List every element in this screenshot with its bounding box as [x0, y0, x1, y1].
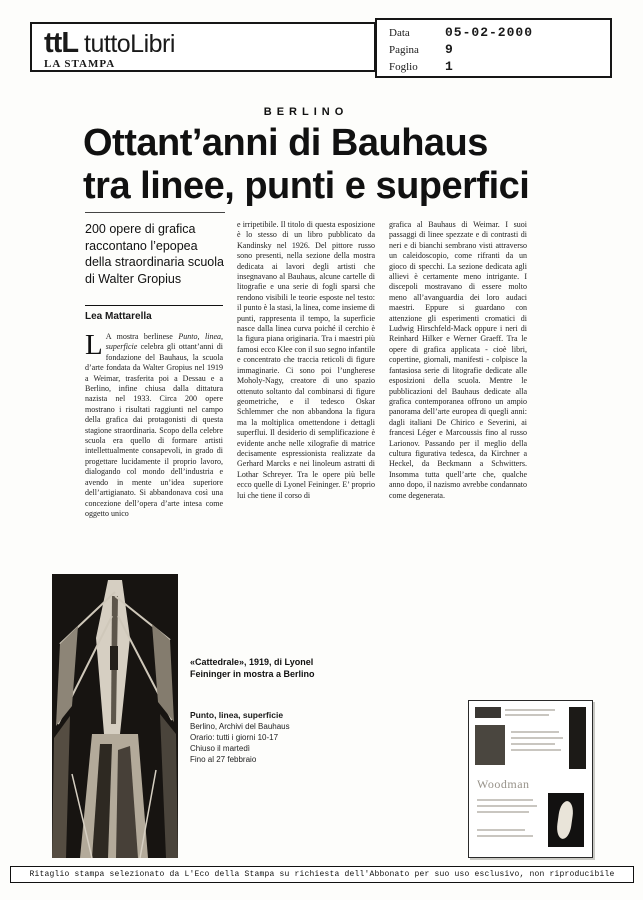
meta-row-data	[389, 25, 598, 42]
mini-text-line	[477, 805, 537, 807]
article-column-1	[85, 212, 223, 570]
byline-name: Lea Mattarella	[85, 311, 152, 322]
meta-value-data: 05-02-2000	[445, 25, 534, 40]
mini-text-line	[511, 749, 561, 751]
meta-row-foglio	[389, 59, 598, 76]
headline-line-1: Ottant’anni di Bauhaus	[83, 122, 488, 164]
drop-cap: L	[85, 332, 103, 361]
related-page-thumbnail	[468, 700, 593, 858]
mini-text-line	[505, 709, 555, 711]
mini-text-line	[477, 811, 529, 813]
tuttolibri-logo-text: tuttoLibri	[84, 30, 175, 58]
lastampa-logo: LA STAMPA	[44, 58, 116, 70]
infobox-line-closed: Chiuso il martedì	[190, 744, 251, 753]
article-body-col2: e irripetibile. Il titolo di questa esposizione è lo stesso di un libro pubblicato da Kandinsky nel 1926. Del pittore russo sono presenti, nella sezione della mostra dedicata ai lavori degli artisti che insegnavano al Bauhaus, alcune cartelle di litografie e una serie di fogli sparsi che rendono visibili le teorie esposte nel testo: il punto è la stasi, la linea, come insieme di punti, rappresenta il tempo, la superficie nasce dalla linea curva poiché il cerchio è la figura piana originaria. Tra i maestri più famosi ecco Klee con il suo segno infantile e concentrato che traccia reticoli di figure immaginarie. Ci sono poi l’ungherese Moholy-Nagy, creatore di uno spazio ottenuto soltanto dal combinarsi di figure geometriche, e il tedesco Oskar Schlemmer che non abbandona la figura ma la moltiplica omettendone i dettagli superflui. Il desiderio di semplificazione è evidente anche nelle xilografie di matrice decisamente espressionista realizzate da Gerhard Marcks e nei linoleum astratti di Lothar Schreyer. Tra le opere più belle ecco quelle di Lyonel Feininger. E’ proprio lui che tiene il corso di	[237, 220, 375, 500]
mini-text-line	[511, 737, 563, 739]
headline	[83, 122, 563, 208]
headline-line-2: tra linee, punti e superfici	[83, 165, 530, 207]
cathedral-woodcut-image	[52, 574, 178, 858]
mini-text-line	[511, 743, 555, 745]
meta-row-pagina	[389, 42, 598, 59]
copyright-footer: Ritaglio stampa selezionato da L'Eco della Stampa su richiesta dell'Abbonato per suo uso esclusivo, non riproducibile	[10, 866, 634, 883]
meta-label-data: Data	[389, 27, 410, 39]
mini-text-line	[477, 829, 525, 831]
book-title-italic: Punto, linea, superficie	[105, 332, 223, 352]
meta-label-foglio: Foglio	[389, 61, 418, 73]
body-col1-rest: celebra gli ottant’anni di fondazione del Bauhaus, la scuola d’arte fondata da Walter Gropius nel 1919 a Weimar, trasferita poi a Dessau e a Berlino, infine chiusa dalla dittatura nazista nel 1933. Circa 200 opere mostrano i risultati raggiunti nel campo della grafica dai protagonisti di questa stagione straordinaria. Scopo della celebre scuola era quello di formare artisti intellettualmente consapevoli, in grado di progettare lucidamente il proprio lavoro, dialogando col mondo dell’industria e avendo in mente un’idea superiore dell’artigianato. Si abbandonava così una concezione dell’opera d’arte intesa come oggetto unico	[85, 342, 223, 518]
meta-value-pagina: 9	[445, 42, 454, 57]
woodman-label: Woodman	[477, 777, 530, 791]
article-column-2	[237, 220, 375, 568]
byline	[85, 305, 223, 322]
meta-value-foglio: 1	[445, 59, 454, 74]
mini-photo	[475, 725, 505, 765]
standfirst: 200 opere di grafica raccontano l’epopea della straordinaria scuola di Walter Gropius	[85, 212, 225, 287]
meta-label-pagina: Pagina	[389, 44, 419, 56]
mini-text-line	[477, 835, 533, 837]
ttl-logo-mark: ttL	[44, 27, 79, 59]
infobox-line-until: Fino al 27 febbraio	[190, 755, 257, 764]
mini-figure-shape	[555, 800, 574, 840]
figure-caption: «Cattedrale», 1919, di Lyonel Feininger in mostra a Berlino	[190, 657, 315, 679]
article-body-col3: grafica al Bauhaus di Weimar. I suoi passaggi di linee spezzate e di contrasti di neri e di bianchi sembrano visti attraverso un caleidoscopio, come rifranti da un gioco di specchi. La sezione dedicata agli allievi è certamente meno intrigante. I discepoli mostravano di essere molto meno all’avanguardia dei loro audaci maestri. Eppure si guardano con attenzione gli esperimenti cromatici di Ludwig Hirschfeld-Mack oppure i neri di Reinhard Hilker e Werner Graeff. Tra le opere di grafica applicata - cioè libri, copertine, giornali, manifesti - colpisce la fantasiosa serie di litografie dedicate alle esposizioni della scuola. Mentre le pubblicazioni del Bauhaus dedicate alla grafica contemporanea offrono un ampio panorama dell’arte europea di quegli anni: dagli italiani De Chirico e Severini, ai francesi Léger e Marcoussis fino al russo Larionov. Passando per il meglio della cultura figurativa tedesca, da Kirchner a Heckel, da Beckmann a Schwitters. Insomma tutta quell’arte che, qualche anno dopo, il nazismo avrebbe condannato come degenerata.	[389, 220, 527, 500]
mini-text-line	[511, 731, 559, 733]
infobox-line-hours: Orario: tutti i giorni 10-17	[190, 733, 279, 742]
mini-sidebar-bar	[569, 707, 586, 769]
masthead-box	[30, 22, 376, 72]
mini-masthead-block	[475, 707, 501, 718]
clipping-meta-box	[375, 18, 612, 78]
mini-text-line	[505, 714, 549, 716]
infobox-line-venue: Berlino, Archivi del Bauhaus	[190, 722, 290, 731]
mini-figure-photo	[548, 793, 584, 847]
article-body-col1	[85, 332, 223, 570]
kicker: BERLINO	[263, 106, 349, 118]
infobox-title: Punto, linea, superficie	[190, 710, 284, 720]
tuttolibri-logo	[44, 27, 362, 60]
body-col1-lead: A mostra berlinese	[105, 332, 179, 341]
article-column-3	[389, 220, 527, 568]
mini-text-line	[477, 799, 533, 801]
exhibition-infobox	[190, 710, 342, 765]
